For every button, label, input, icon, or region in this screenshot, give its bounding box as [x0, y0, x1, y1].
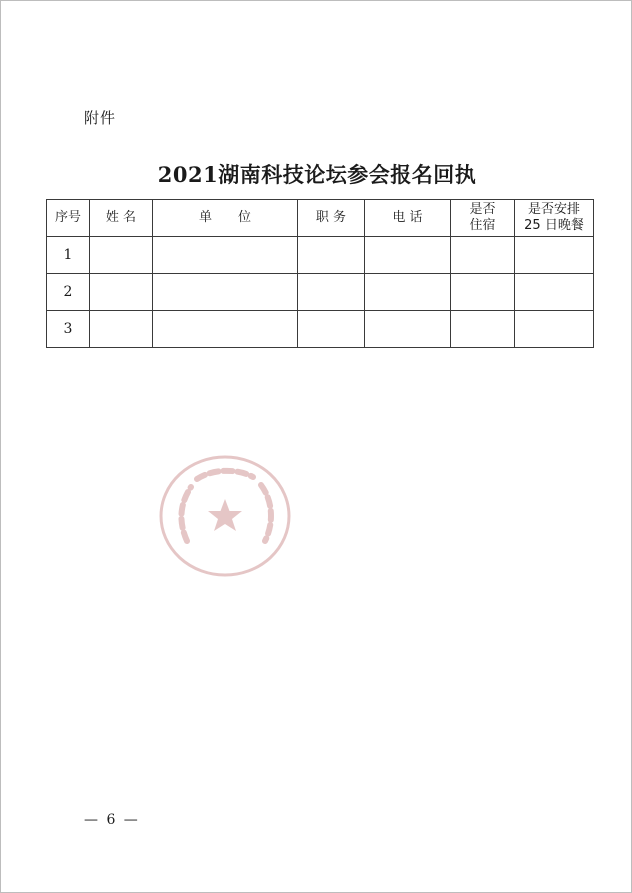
cell-position[interactable]	[298, 237, 365, 274]
cell-phone[interactable]	[365, 274, 451, 311]
cell-dinner[interactable]	[515, 311, 594, 348]
cell-name[interactable]	[90, 237, 153, 274]
cell-lodging[interactable]	[451, 237, 515, 274]
header-dinner-line1: 是否安排	[527, 202, 580, 217]
cell-name[interactable]	[90, 274, 153, 311]
star-icon	[208, 499, 242, 531]
header-dinner	[515, 200, 594, 237]
cell-unit[interactable]	[153, 311, 298, 348]
header-lodging-line2: 住宿	[469, 218, 496, 233]
header-unit: 单 位	[153, 200, 298, 237]
header-seq: 序号	[47, 200, 90, 237]
header-dinner-line2: 25 日晚餐	[524, 218, 584, 233]
cell-phone[interactable]	[365, 237, 451, 274]
cell-dinner[interactable]	[515, 274, 594, 311]
page-number: — 6 —	[84, 812, 140, 828]
cell-lodging[interactable]	[451, 274, 515, 311]
table-row	[47, 274, 594, 311]
row-seq: 3	[47, 311, 90, 348]
cell-position[interactable]	[298, 311, 365, 348]
cell-name[interactable]	[90, 311, 153, 348]
cell-unit[interactable]	[153, 237, 298, 274]
cell-dinner[interactable]	[515, 237, 594, 274]
cell-position[interactable]	[298, 274, 365, 311]
attachment-label: 附件	[84, 109, 117, 127]
cell-phone[interactable]	[365, 311, 451, 348]
header-lodging	[451, 200, 515, 237]
registration-table	[46, 199, 594, 348]
official-seal	[157, 453, 293, 579]
row-seq: 2	[47, 274, 90, 311]
header-name: 姓 名	[90, 200, 153, 237]
table-row	[47, 237, 594, 274]
row-seq: 1	[47, 237, 90, 274]
header-phone: 电 话	[365, 200, 451, 237]
header-position: 职 务	[298, 200, 365, 237]
header-lodging-line1: 是否	[469, 202, 496, 217]
table-header-row	[47, 200, 594, 237]
cell-unit[interactable]	[153, 274, 298, 311]
cell-lodging[interactable]	[451, 311, 515, 348]
table-row	[47, 311, 594, 348]
page-title: 2021湖南科技论坛参会报名回执	[157, 162, 477, 187]
